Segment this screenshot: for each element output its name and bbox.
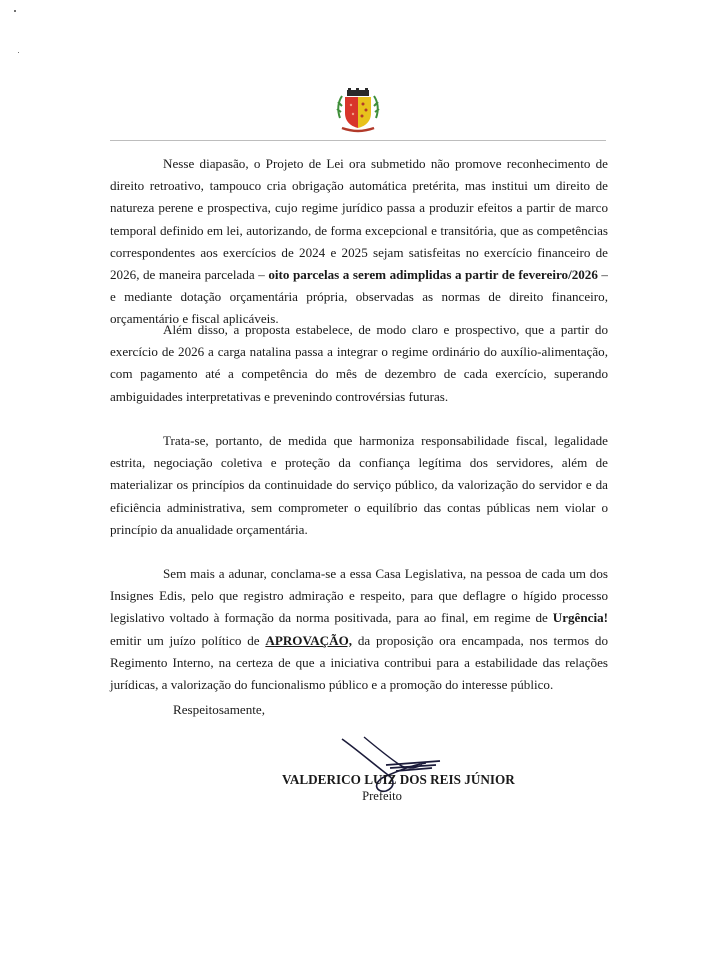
urgency-text: Urgência! [552, 610, 608, 626]
signer-name: VALDERICO LUIZ DOS REIS JÚNIOR [282, 772, 515, 787]
scan-speck [14, 10, 16, 12]
scan-speck [18, 52, 19, 53]
paragraph-text: emitir um juízo político de [110, 632, 266, 648]
bold-text: oito parcelas a serem adimplidas a partir de fevereiro/2026 [268, 267, 598, 283]
header-divider [110, 140, 606, 141]
paragraph-4 [110, 563, 608, 696]
paragraph-text: Nesse diapasão, o Projeto de Lei ora submetido não promove reconhecimento de direito retroativo, tampouco cria obrigação automática pretérita, mas institui um direito de natureza perene e prospectiva, cujo regime jurídico passa a produzir efeitos a partir de marco temporal definido em lei, autorizando, de forma excepcional e transitória, que as competências correspondentes aos exercícios de 2024 e 2025 sejam satisfeitas no exercício financeiro de 2026, de maneira parcelada – [110, 156, 608, 283]
signer-title: Prefeito [362, 789, 402, 803]
closing-salutation: Respeitosamente, [173, 702, 265, 717]
paragraph-2 [110, 319, 608, 408]
paragraph-text: – e mediante dotação orçamentária própria, observadas as normas de direito financeiro, orçamentário e fiscal aplicáveis. [110, 267, 608, 327]
paragraph-text: da proposição ora encampada, nos termos do Regimento Interno, na certeza de que a iniciativa contribui para a estabilidade das relações jurídicas, a valorização do funcionalismo público e a promoção do interesse público. [110, 632, 608, 693]
approval-text: APROVAÇÃO, [265, 632, 353, 648]
paragraph-1 [110, 153, 608, 331]
paragraph-text: Além disso, a proposta estabelece, de modo claro e prospectivo, que a partir do exercício de 2026 a carga natalina passa a integrar o regime ordinário do auxílio-alimentação, com pagamento até a competência do mês de dezembro de cada exercício, superando ambiguidades interpretativas e prevenindo controvérsias futuras. [110, 322, 608, 404]
paragraph-3 [110, 430, 608, 541]
signature-block [282, 744, 515, 804]
paragraph-text: Sem mais a adunar, conclama-se a essa Casa Legislativa, na pessoa de cada um dos Insignes Edis, pelo que registro admiração e respeito, para que deflagre o hígido processo legislativo voltado à formação da norma positivada, para ao final, em regime de [110, 566, 608, 626]
coat-of-arms-icon [336, 88, 380, 134]
paragraph-text: Trata-se, portanto, de medida que harmoniza responsabilidade fiscal, legalidade estrita, negociação coletiva e proteção da confiança legítima dos servidores, além de materializar os princípios da continuidade do serviço público, da valorização do servidor e da eficiência administrativa, sem comprometer o equilíbrio das contas públicas nem violar o princípio da anualidade orçamentária. [110, 433, 608, 537]
